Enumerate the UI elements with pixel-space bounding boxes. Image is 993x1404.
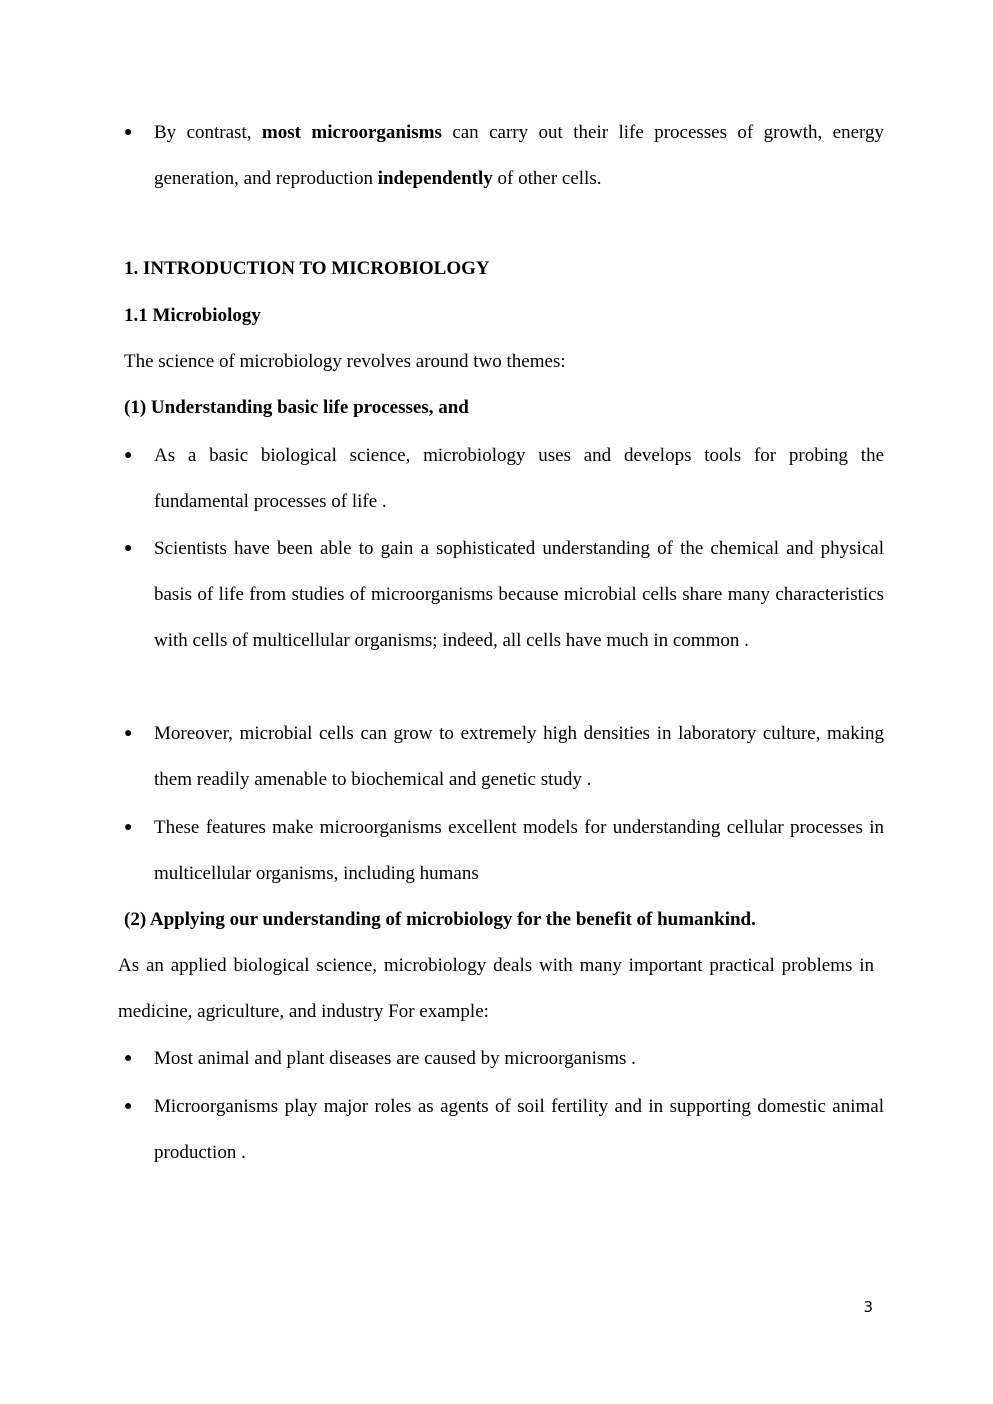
bold-term-most-microorganisms: most microorganisms [261,122,442,143]
bullet-dot: ● [124,726,133,741]
page-number: 3 [863,1298,873,1316]
theme2-heading: (2) Applying our understanding of microbiology for the benefit of humankind. [124,909,756,930]
bullet-dot: ● [124,541,133,556]
text-run: By contrast, [154,122,262,143]
list-item [124,805,884,897]
bullet-text: Most animal and plant diseases are caused by microorganisms . [154,1048,636,1069]
list-item [124,526,884,664]
bullet-text: Moreover, microbial cells can grow to extremely high densities in laboratory culture, making them readily amenable to biochemical and genetic study . [154,723,884,790]
bullet-text: Scientists have been able to gain a sophisticated understanding of the chemical and physical basis of life from studies of microorganisms because microbial cells share many characteristics with cells of multicellular organisms; indeed, all cells have much in common . [154,538,884,651]
intro-text: The science of microbiology revolves around two themes: [124,351,566,372]
bullet-contrast [124,110,884,202]
bullet-dot: ● [124,820,133,835]
bullet-text [154,110,884,202]
bullet-dot: ● [124,448,133,463]
bullet-text: As a basic biological science, microbiology uses and develops tools for probing the fundamental processes of life . [154,445,884,512]
applied-text: As an applied biological science, microbiology deals with many important practical problems in medicine, agriculture, and industry For example: [118,955,874,1022]
list-item [124,711,884,803]
text-run: can carry out their life processes of growth, energy generation, and reproduction [154,122,884,189]
bullet-text: These features make microorganisms excellent models for understanding cellular processes in multicellular organisms, including humans [154,817,884,884]
list-item [124,1036,884,1082]
theme1-heading: (1) Understanding basic life processes, and [124,397,469,418]
section-heading: 1. INTRODUCTION TO MICROBIOLOGY [124,258,490,279]
bold-term-independently: independently [377,168,493,189]
list-item [124,433,884,525]
list-item [124,1084,884,1176]
bullet-dot: ● [124,125,133,140]
bullet-text: Microorganisms play major roles as agents of soil fertility and in supporting domestic animal production . [154,1096,884,1163]
text-run: of other cells. [492,168,602,189]
bullet-dot: ● [124,1099,133,1114]
subsection-heading: 1.1 Microbiology [124,305,261,326]
bullet-dot: ● [124,1051,133,1066]
